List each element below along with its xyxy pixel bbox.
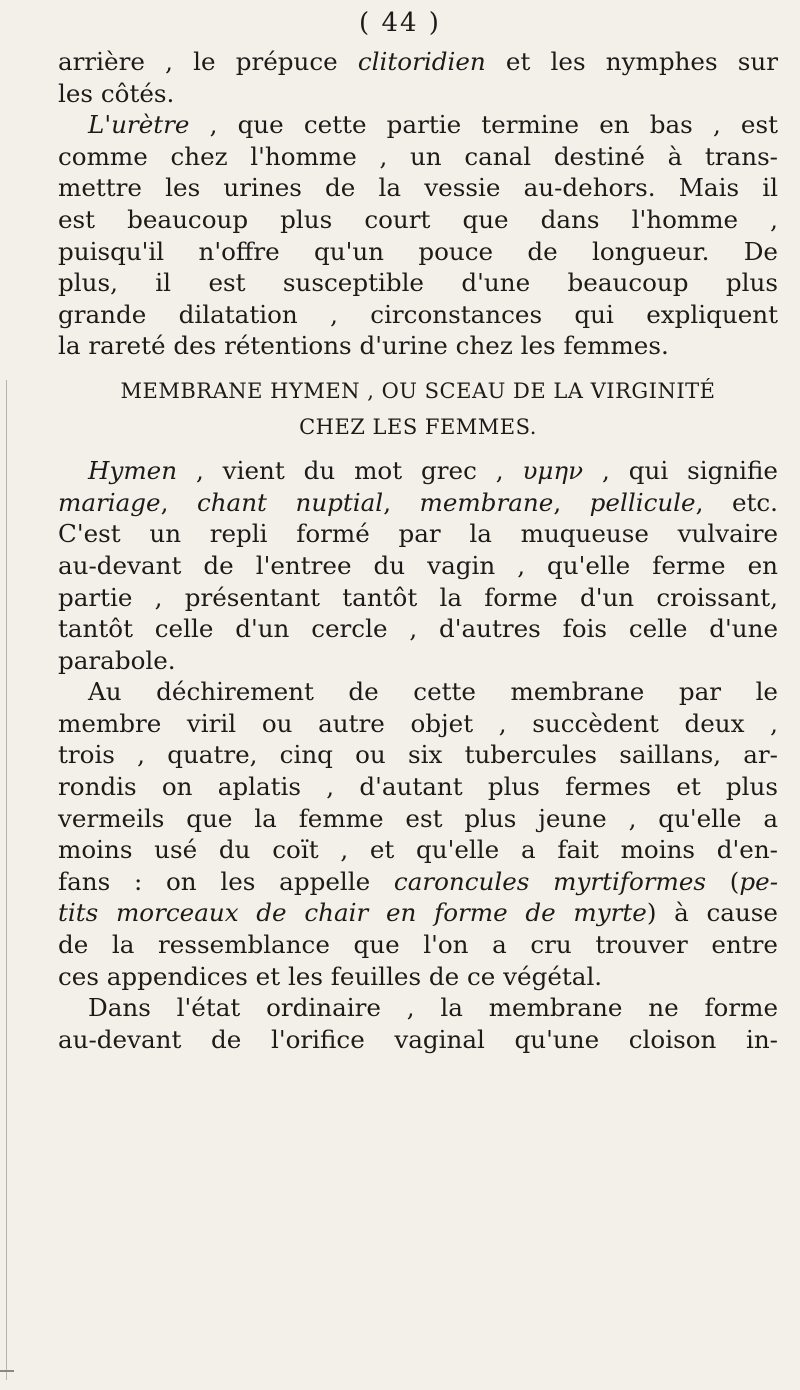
text-line: fans : on les appelle caroncules myrtiformes (pe- [58,866,778,896]
text-line: comme chez l'homme , un canal destiné à trans- [58,141,778,171]
text-line: arrière , le prépuce clitoridien et les nymphes sur [58,47,778,76]
text-line: C'est un repli formé par la muqueuse vulvaire [58,519,778,549]
text-line: Au déchirement de cette membrane par le [88,677,778,707]
body-text [58,46,778,1055]
text-line: tantôt celle d'un cercle , d'autres fois celle d'une [58,614,778,644]
text-line: L'urètre , que cette partie termine en bas , est [88,110,778,140]
text-line: moins usé du coït , et qu'elle a fait moins d'en- [58,835,778,865]
text-line: rondis on aplatis , d'autant plus fermes et plus [58,772,778,802]
page-number: ( 44 ) [359,8,441,38]
text-line: grande dilatation , circonstances qui expliquent [58,299,778,329]
text-line: mariage, chant nuptial, membrane, pellicule, etc. [58,487,778,517]
text-line: ces appendices et les feuilles de ce végétal. [58,961,603,991]
text-line: membre viril ou autre objet , succèdent deux , [58,708,778,738]
text-line: trois , quatre, cinq ou six tubercules saillans, ar- [58,740,778,770]
text-line: Hymen , vient du mot grec , υμην , qui signifie [88,456,778,486]
text-line: plus, il est susceptible d'une beaucoup plus [58,268,778,298]
text-line: est beaucoup plus court que dans l'homme , [58,204,778,234]
text-line: les côtés. [58,78,175,108]
margin-rule [6,380,7,1380]
section-heading-subline: CHEZ LES FEMMES. [299,414,537,439]
text-line: mettre les urines de la vessie au-dehors. Mais il [58,173,778,203]
text-line: partie , présentant tantôt la forme d'un croissant, [58,582,778,612]
text-line: puisqu'il n'offre qu'un pouce de longueur. De [58,236,778,266]
text-line: vermeils que la femme est plus jeune , qu'elle a [58,803,778,833]
text-line: au-devant de l'entree du vagin , qu'elle ferme en [58,550,778,580]
text-line: au-devant de l'orifice vaginal qu'une cloison in- [58,1024,778,1054]
margin-mark [0,1370,14,1372]
text-line: la rareté des rétentions d'urine chez les femmes. [58,331,669,361]
text-line: parabole. [58,645,176,675]
text-line: tits morceaux de chair en forme de myrte) à cause [58,898,778,928]
text-line: de la ressemblance que l'on a cru trouver entre [58,930,778,960]
section-heading: MEMBRANE HYMEN , OU SCEAU DE LA VIRGINITÉ [120,378,716,403]
text-line: Dans l'état ordinaire , la membrane ne forme [88,993,778,1023]
